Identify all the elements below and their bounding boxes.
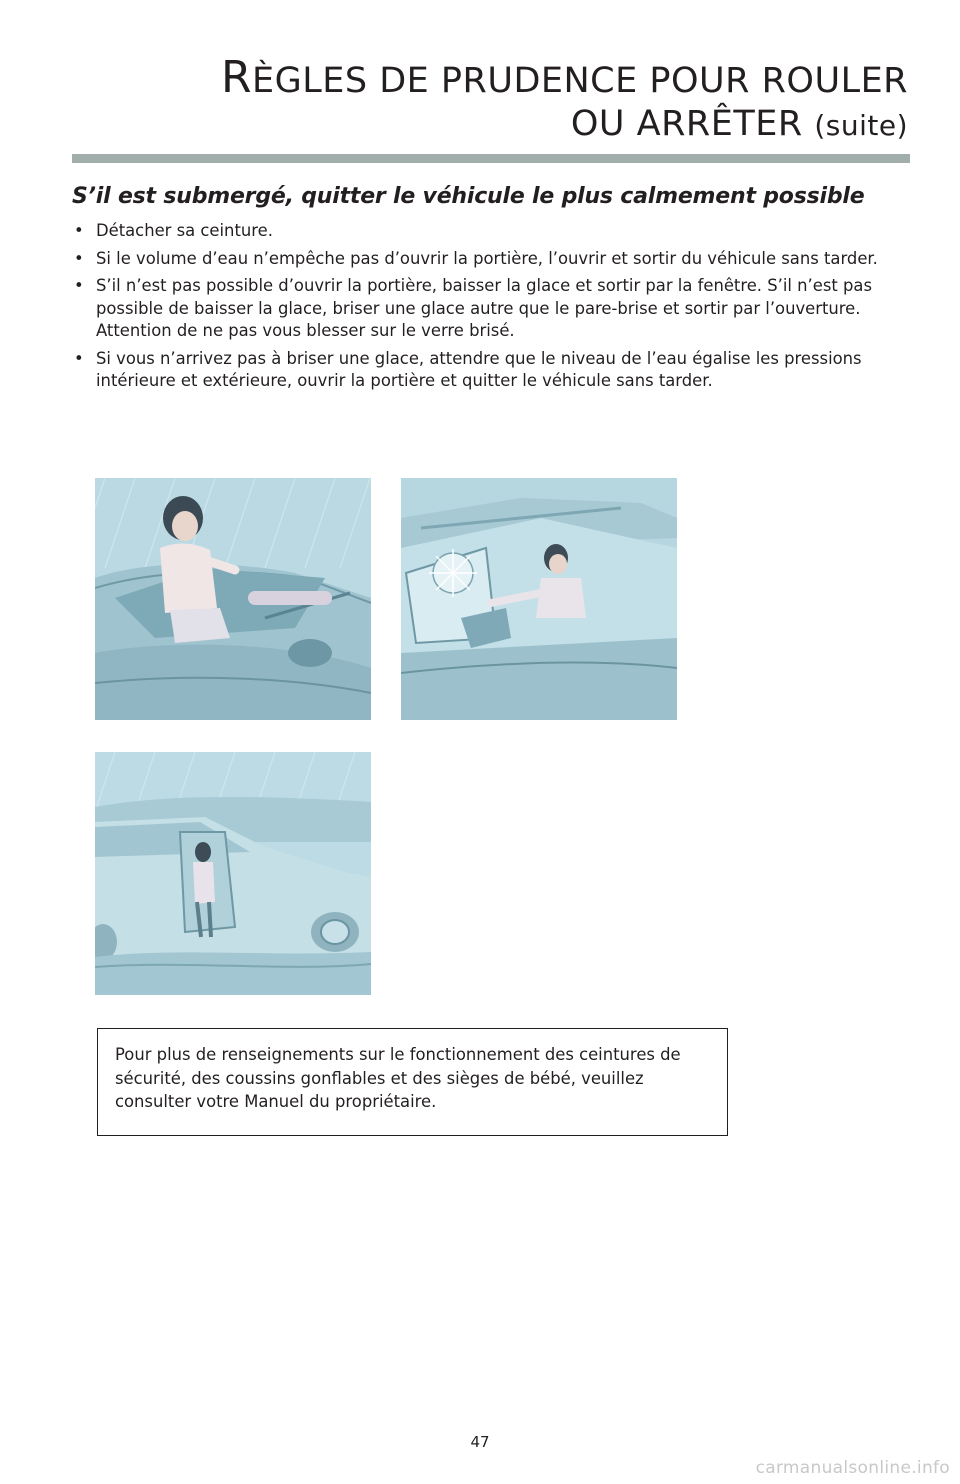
- bullet-icon: •: [74, 276, 84, 295]
- section-title: S’il est submergé, quitter le véhicule le plus calmement possible: [72, 184, 865, 209]
- watermark: carmanualsonline.info: [755, 1458, 950, 1478]
- person-exiting-window-illustration: [95, 478, 371, 720]
- list-item-text: Si vous n’arrivez pas à briser une glace, attendre que le niveau de l’eau égalise les pressions intérieure et extérieure, ouvrir la portière et quitter le véhicule sans tarder.: [96, 348, 862, 390]
- header-divider: [72, 154, 910, 163]
- breaking-side-window-illustration: [401, 478, 677, 720]
- bullet-icon: •: [74, 221, 84, 240]
- page-header-subtitle-main: OU ARRÊTER: [570, 104, 803, 144]
- page-header-title-rest: ÈGLES DE PRUDENCE POUR ROULER: [252, 61, 908, 101]
- page-header-title: [221, 52, 908, 103]
- list-item-text: Détacher sa ceinture.: [96, 221, 273, 240]
- list-item: [72, 348, 922, 393]
- bullet-icon: •: [74, 348, 84, 368]
- page-header-subtitle: [571, 104, 908, 144]
- instruction-list: [72, 220, 922, 398]
- person-exiting-door-drawing: [95, 752, 371, 995]
- list-item-text: Si le volume d’eau n’empêche pas d’ouvrir la portière, l’ouvrir et sortir du véhicule sans tarder.: [96, 248, 878, 268]
- bullet-icon: •: [74, 248, 84, 268]
- list-item: [72, 220, 922, 243]
- list-item-text: S’il n’est pas possible d’ouvrir la portière, baisser la glace et sortir par la fenêtre. S’il n’est pas possible de baisser la glace, briser une glace autre que le pare-brise et sortir par l’ouverture. Attention de ne pas vous blesser sur le verre brisé.: [96, 276, 873, 340]
- person-exiting-window-drawing: [95, 478, 371, 720]
- page-header-title-initial: R: [220, 52, 253, 103]
- person-exiting-door-illustration: [95, 752, 371, 995]
- list-item: [72, 275, 922, 343]
- breaking-side-window-drawing: [401, 478, 677, 720]
- page-number: 47: [470, 1433, 490, 1451]
- info-box: Pour plus de renseignements sur le fonctionnement des ceintures de sécurité, des coussins gonflables et des sièges de bébé, veuillez consulter votre Manuel du propriétaire.: [97, 1028, 728, 1136]
- list-item: [72, 248, 922, 271]
- page-header-suite: (suite): [814, 109, 908, 142]
